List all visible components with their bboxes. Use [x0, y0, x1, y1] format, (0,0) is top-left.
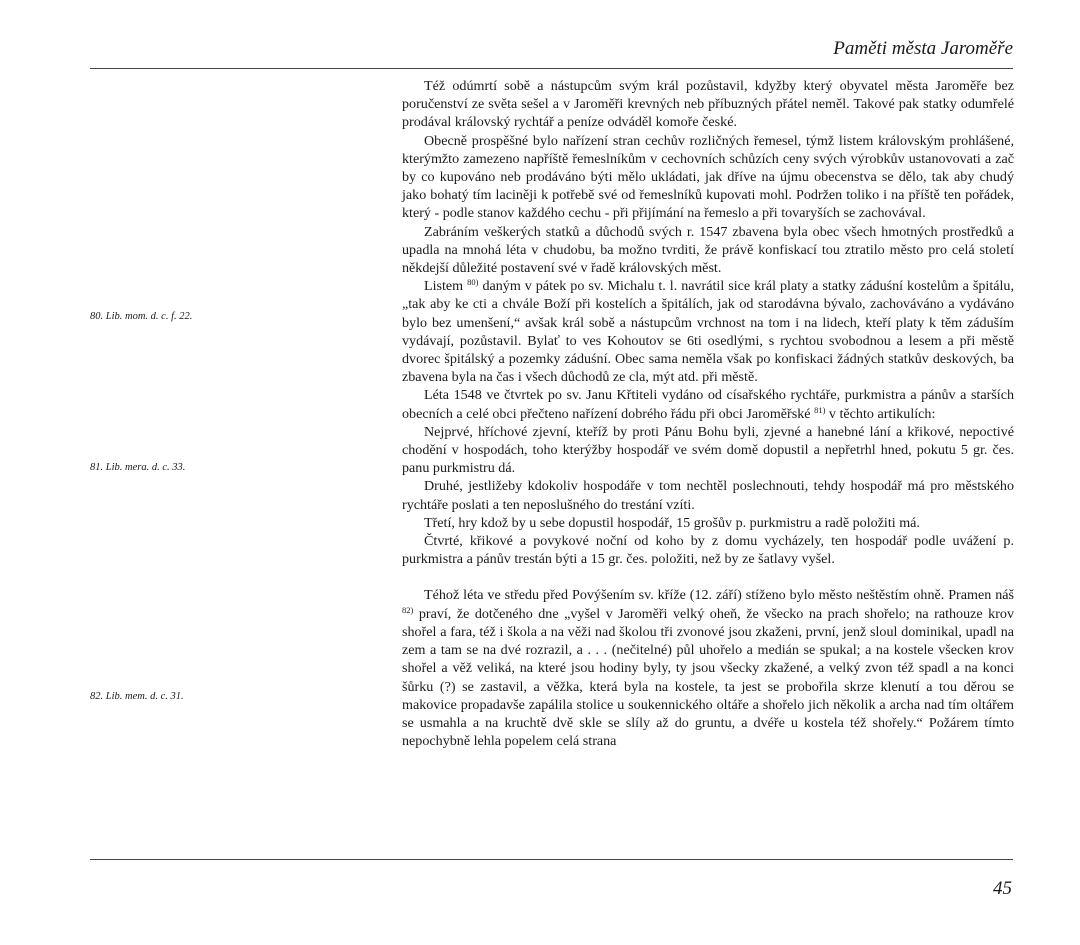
footer-rule	[90, 859, 1013, 860]
paragraph: Obecně prospěšné bylo nařízení stran cechův rozličných řemesel, týmž listem královským prohlášené, kterýmžto zamezeno napříště řemeslníkům v cechovních schůzích ceny svých výrobkův ustanovovati a zač by co kupováno neb prodáváno býti mělo ukládati, jak dříve na újmu obecenstva se dělo, tak aby chudý jako bohatý tím laciněji k potřebě své od řemeslníků kupovati mohl. Podržen toliko i na příště ten pořádek, který - podle stanov každého cechu - při přijímání na řemeslo a při tovaryších se zachovával.	[402, 132, 1014, 222]
footnote-ref-80: 80)	[467, 277, 479, 288]
paragraph-text: Léta 1548 ve čtvrtek po sv. Janu Křtiteli vydáno od císařského rychtáře, purkmistra a pánův a starších obecních a celé obci přečteno nařízení dobrého řádu při obci Jaroměřské	[402, 387, 1014, 422]
header-rule	[90, 68, 1013, 69]
paragraph-text: Listem	[424, 278, 468, 295]
paragraph	[402, 586, 1014, 750]
footnote-ref-82: 82)	[402, 604, 414, 615]
running-header-title: Paměti města Jaroměře	[833, 38, 1013, 59]
margin-note: 81. Lib. mera. d. c. 33.	[90, 462, 186, 473]
paragraph	[402, 277, 1014, 386]
page-number: 45	[993, 878, 1012, 899]
footnote-ref-81: 81)	[814, 404, 826, 415]
body-text	[402, 77, 1014, 750]
margin-note: 80. Lib. mom. d. c. f. 22.	[90, 311, 193, 322]
paragraph	[402, 386, 1014, 422]
paragraph-text: Téhož léta ve středu před Povýšením sv. kříže (12. září) stíženo bylo město neštěstím ohně. Pramen náš	[424, 587, 1014, 604]
paragraph: Též odúmrtí sobě a nástupcům svým král pozůstavil, kdyžby který obyvatel města Jaroměře bez poručenství ze světa sešel a v Jaroměři krevných neb příbuzných přátel neměl. Takové pak statky odumřelé prodával královský rychtář a peníze odváděl komoře české.	[402, 78, 1014, 131]
paragraph: Nejprvé, hříchové zjevní, kteříž by proti Pánu Bohu byli, zjevné a hanebné lání a křikové, nepoctivé chodění v hospodách, toho kterýžby hospodář ve svém domě dopustil a nepřetrhl hned, pokutu 5 gr. čes. panu purkmistru dá.	[402, 423, 1014, 477]
paragraph: Třetí, hry kdož by u sebe dopustil hospodář, 15 grošův p. purkmistru a radě položiti má.	[424, 514, 920, 531]
paragraph: Čtvrté, křikové a povykové noční od koho by z domu vycházely, ten hospodář podle uvážení p. purkmistra a pánův trestán býti a 15 gr. čes. položiti, než by ze šatlavy vyšel.	[402, 533, 1014, 568]
paragraph-text: v těchto artikulích:	[825, 405, 936, 422]
paragraph: Druhé, jestližeby kdokoliv hospodáře v tom nechtěl poslechnouti, tehdy hospodář má pro městského rychtáře poslati a ten neposlušného do trestání vzíti.	[402, 478, 1014, 513]
margin-note: 82. Lib. mem. d. c. 31.	[90, 691, 184, 702]
paragraph: Zabráním veškerých statků a důchodů svých r. 1547 zbavena byla obec všech hmotných prostředků a upadla na mnohá léta v chudobu, ba možno tvrditi, že právě konfiskací tou ztratilo město pro celá století někdejší důležité postavení své v řadě královských měst.	[402, 223, 1014, 277]
paragraph-text: praví, že dotčeného dne „vyšel v Jaroměři velký oheň, že všecko na prach shořelo; na rathouze krov shořel a fara, též i škola a na věži nad školou tři zvonové jsou zkaženi, první, jenž sloul dominikal, upadl na zem a tam se na dvé rozrazil, a . . . (nečitelné) půl uhořelo a medián se spukal; a na kostele všecken krov shořel a věž veliká, na které jsou hodiny byly, ty jsou všecky zkažené, a velký zvon též spadl a na konci šůrku (?) se zastavil, a věžka, která byla na kostele, ta jest se probořila skrze klenutí a tou děrou se makovice propadavše zapálila stolice u soukennického oltáře a shořelo jich několik a archa nad tím oltářem se usmahla a na kruchtě dvě skle se slíly až do gruntu, a dvéře u kostela též shořely.“ Požárem tímto nepochybně lehla popelem celá strana	[402, 605, 1014, 750]
paragraph-text: daným v pátek po sv. Michalu t. l. navrátil sice král platy a statky záduśní kostelům a špitálu, „tak aby ke cti a chvále Boží při kostelích a špitálích, jak od starodávna bývalo, zachováváno a vydáváno bylo bez umenšení,“ avšak král sobě a nástupcům vrchnost na tom i na lidech, kteří platy k těm záduším vydávají, pozůstavil. Bylať to ves Kohoutov se 6ti osedlými, s rychtou svobodnou a lesem a při městě dvorec špitálský a pozemky záduśní. Obec sama neměla však po konfiskaci žádných statkův deskových, ba zbavena byla na čas i všech důchodů ze cla, mýt atd. při městě.	[402, 278, 1015, 386]
